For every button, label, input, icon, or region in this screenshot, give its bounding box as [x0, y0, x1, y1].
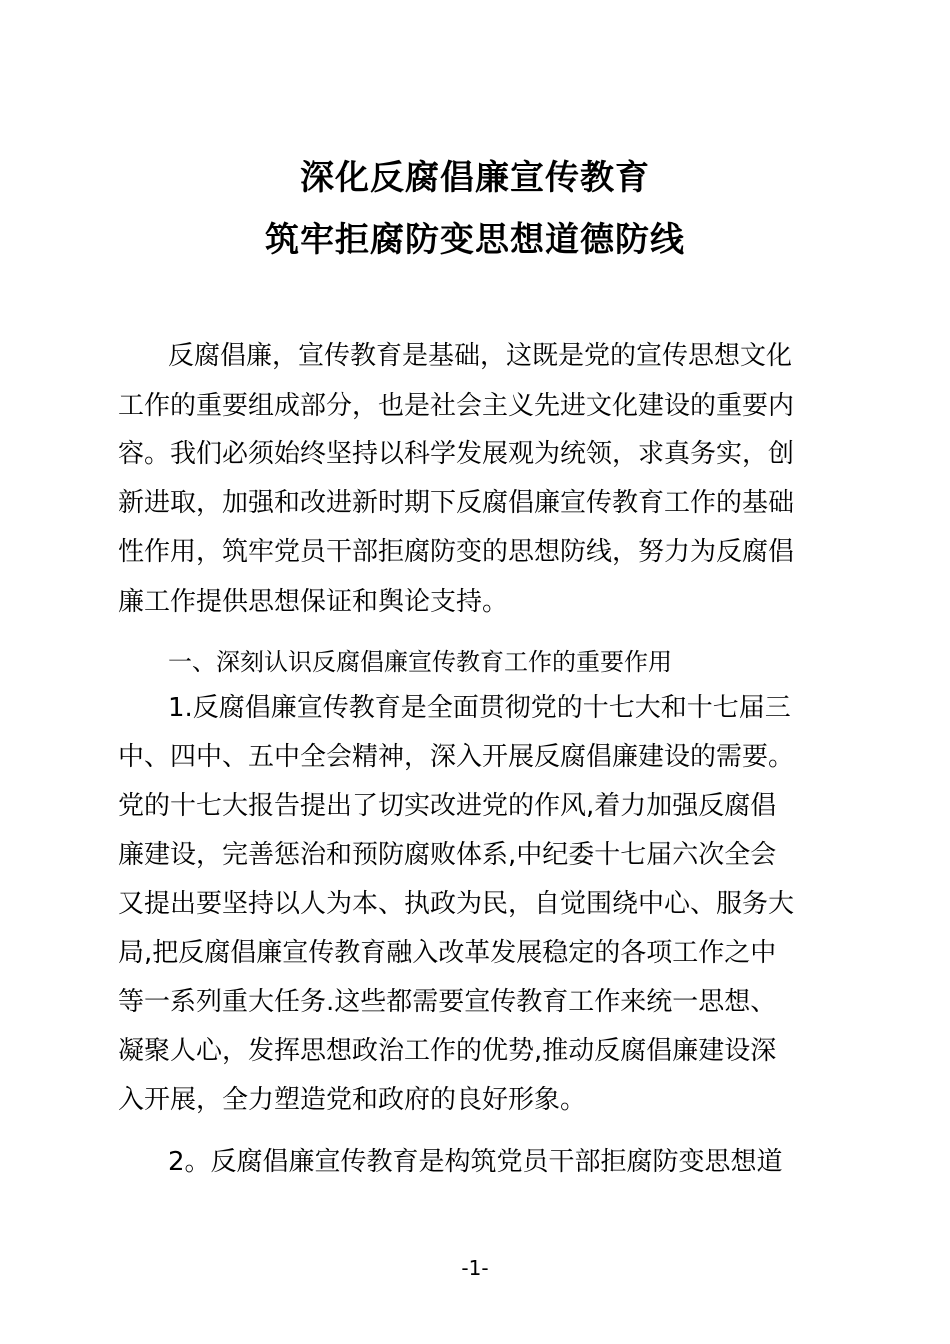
title-line-2: 筑牢拒腐防变思想道德防线 [265, 220, 685, 260]
paragraph-line: 廉工作提供思想保证和舆论支持。 [118, 587, 509, 617]
paragraph-line: 廉建设，完善惩治和预防腐败体系,中纪委十七届六次全会 [118, 840, 777, 870]
paragraph-line: 反腐倡廉，宣传教育是基础，这既是党的宣传思想文化 [168, 341, 793, 371]
paragraph-line: 新进取，加强和改进新时期下反腐倡廉宣传教育工作的基础 [118, 488, 795, 518]
paragraph-line: 局,把反腐倡廉宣传教育融入改革发展稳定的各项工作之中 [118, 938, 777, 968]
paragraph-line: 容。我们必须始终坚持以科学发展观为统领，求真务实，创 [118, 439, 795, 469]
paragraph-line: 1.反腐倡廉宣传教育是全面贯彻党的十七大和十七届三 [168, 693, 791, 723]
title-line-1: 深化反腐倡廉宣传教育 [300, 158, 650, 198]
page-number: -1- [461, 1256, 489, 1280]
paragraph-line: 性作用，筑牢党员干部拒腐防变的思想防线，努力为反腐倡 [118, 537, 795, 567]
paragraph-line: 中、四中、五中全会精神，深入开展反腐倡廉建设的需要。 [118, 742, 795, 772]
paragraph-line: 又提出要坚持以人为本、执政为民，自觉围绕中心、服务大 [118, 889, 795, 919]
paragraph-line: 2。反腐倡廉宣传教育是构筑党员干部拒腐防变思想道 [168, 1147, 783, 1177]
section-heading: 一、深刻认识反腐倡廉宣传教育工作的重要作用 [168, 648, 672, 676]
paragraph-line: 党的十七大报告提出了切实改进党的作风,着力加强反腐倡 [118, 791, 777, 821]
paragraph-line: 凝聚人心，发挥思想政治工作的优势,推动反腐倡廉建设深 [118, 1036, 777, 1066]
paragraph-line: 入开展，全力塑造党和政府的良好形象。 [118, 1085, 587, 1115]
paragraph-line: 等一系列重大任务.这些都需要宣传教育工作来统一思想、 [118, 987, 777, 1017]
paragraph-line: 工作的重要组成部分，也是社会主义先进文化建设的重要内 [118, 391, 795, 421]
